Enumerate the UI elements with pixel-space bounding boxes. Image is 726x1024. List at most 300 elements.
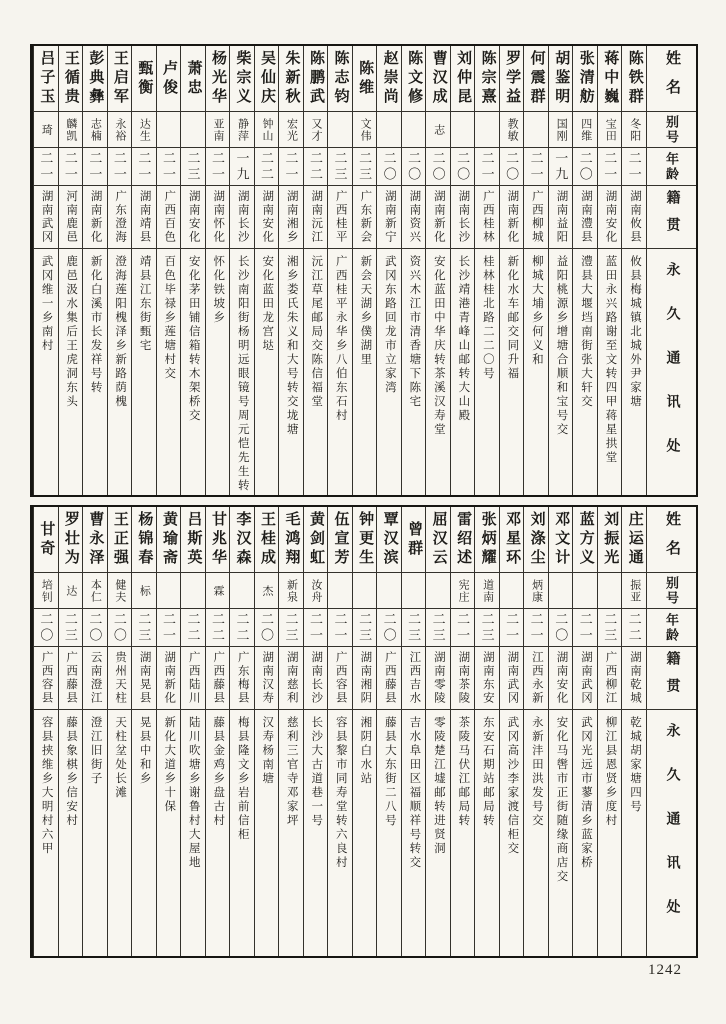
address-cell bbox=[108, 710, 132, 956]
person-age: 二三 bbox=[602, 611, 618, 644]
person-name: 王循贵 bbox=[62, 50, 79, 107]
person-age: 二三 bbox=[479, 611, 495, 644]
age-cell bbox=[500, 609, 524, 647]
native-place-cell bbox=[573, 186, 597, 249]
header-alias-label: 别号 bbox=[664, 575, 679, 606]
person-address: 新会天湖乡僕湖里 bbox=[359, 255, 372, 367]
age-cell bbox=[451, 609, 475, 647]
person-address: 东安石期站邮局转 bbox=[481, 716, 494, 828]
person-native-place: 湖南安化 bbox=[261, 190, 274, 244]
person-address: 藤县象棋乡信安村 bbox=[65, 716, 78, 828]
native-place-cell bbox=[108, 186, 132, 249]
address-cell bbox=[377, 249, 401, 495]
name-cell bbox=[328, 46, 352, 112]
alias-cell bbox=[353, 573, 377, 609]
header-cell-native-place bbox=[647, 186, 696, 249]
person-name: 张炳耀 bbox=[479, 511, 496, 568]
name-cell bbox=[451, 46, 475, 112]
person-native-place: 广西陆川 bbox=[187, 651, 200, 705]
person-age: 二三 bbox=[185, 150, 201, 183]
person-address: 安化蓝田中华庆转茶溪汉寿堂 bbox=[432, 255, 445, 437]
person-name: 陈文修 bbox=[406, 50, 423, 107]
age-cell bbox=[573, 609, 597, 647]
name-cell bbox=[549, 46, 573, 112]
person-alias: 本仁 bbox=[89, 578, 102, 603]
alias-cell bbox=[34, 112, 58, 148]
native-place-cell bbox=[255, 186, 279, 249]
age-cell bbox=[598, 148, 622, 186]
alias-cell bbox=[157, 112, 181, 148]
header-cell-name bbox=[647, 46, 696, 112]
person-age: 二〇 bbox=[430, 150, 446, 183]
alias-cell bbox=[402, 573, 426, 609]
name-cell bbox=[59, 507, 83, 573]
person-alias: 文伟 bbox=[359, 117, 372, 142]
person-address: 蓝田永兴路谢至文转四甲蒋星拱堂 bbox=[604, 255, 617, 465]
alias-cell bbox=[34, 573, 58, 609]
person-name: 陈铁群 bbox=[626, 50, 643, 107]
person-column bbox=[156, 46, 181, 495]
alias-cell bbox=[230, 573, 254, 609]
person-native-place: 湖南新化 bbox=[432, 190, 445, 244]
person-column bbox=[401, 46, 426, 495]
person-age: 二三 bbox=[332, 150, 348, 183]
person-native-place: 湖南沅江 bbox=[310, 190, 323, 244]
person-address: 吉水阜田区福顺祥号转交 bbox=[408, 716, 421, 870]
person-age: 二二 bbox=[185, 611, 201, 644]
address-cell bbox=[328, 710, 352, 956]
person-name: 甄衡 bbox=[136, 59, 153, 98]
person-address: 新化水车邮交同升福 bbox=[506, 255, 519, 381]
alias-cell bbox=[255, 573, 279, 609]
person-address: 益阳桃源乡增塘合顺和宝号交 bbox=[555, 255, 568, 437]
person-age: 二三 bbox=[283, 611, 299, 644]
person-native-place: 湖南安化 bbox=[555, 651, 568, 705]
address-cell bbox=[451, 710, 475, 956]
header-alias-label: 别号 bbox=[664, 114, 679, 145]
person-age: 二〇 bbox=[87, 611, 103, 644]
alias-cell bbox=[328, 112, 352, 148]
person-native-place: 湖南安化 bbox=[187, 190, 200, 244]
age-cell bbox=[524, 148, 548, 186]
person-name: 刘仲昆 bbox=[455, 50, 472, 107]
alias-cell bbox=[279, 112, 303, 148]
name-cell bbox=[353, 507, 377, 573]
address-cell bbox=[573, 710, 597, 956]
name-cell bbox=[573, 507, 597, 573]
person-alias: 新泉 bbox=[285, 578, 298, 603]
alias-cell bbox=[328, 573, 352, 609]
person-address: 永新沣田洪发号交 bbox=[530, 716, 543, 828]
person-native-place: 湖南澧县 bbox=[579, 190, 592, 244]
person-alias: 标 bbox=[138, 584, 151, 597]
person-address: 藤县大东街二八号 bbox=[383, 716, 396, 828]
alias-cell bbox=[59, 573, 83, 609]
native-place-cell bbox=[377, 186, 401, 249]
native-place-cell bbox=[353, 647, 377, 710]
native-place-cell bbox=[475, 647, 499, 710]
native-place-cell bbox=[255, 647, 279, 710]
person-address: 新化大道乡十保 bbox=[163, 716, 176, 814]
header-name-label: 姓名 bbox=[664, 49, 680, 108]
age-cell bbox=[304, 609, 328, 647]
person-alias: 宝田 bbox=[604, 117, 617, 142]
person-native-place: 广西柳城 bbox=[530, 190, 543, 244]
alias-cell bbox=[59, 112, 83, 148]
person-column bbox=[327, 507, 352, 956]
person-column bbox=[82, 46, 107, 495]
person-age: 二一 bbox=[479, 150, 495, 183]
person-alias: 达 bbox=[64, 584, 77, 597]
age-cell bbox=[402, 148, 426, 186]
person-age: 二三 bbox=[406, 611, 422, 644]
address-cell bbox=[304, 710, 328, 956]
person-native-place: 江西永新 bbox=[530, 651, 543, 705]
person-native-place: 湖南怀化 bbox=[212, 190, 225, 244]
age-cell bbox=[230, 609, 254, 647]
person-address: 晃县中和乡 bbox=[138, 716, 151, 786]
person-native-place: 贵州天柱 bbox=[114, 651, 127, 705]
age-cell bbox=[83, 609, 107, 647]
person-age: 二一 bbox=[528, 611, 544, 644]
person-native-place: 湖南新化 bbox=[89, 190, 102, 244]
person-age: 二三 bbox=[62, 611, 78, 644]
name-cell bbox=[573, 46, 597, 112]
person-name: 朱新秋 bbox=[283, 50, 300, 107]
alias-cell bbox=[108, 573, 132, 609]
name-cell bbox=[206, 507, 230, 573]
native-place-cell bbox=[230, 186, 254, 249]
person-address: 武冈维一乡南村 bbox=[40, 255, 53, 353]
person-native-place: 广西容县 bbox=[334, 651, 347, 705]
person-native-place: 广西藤县 bbox=[65, 651, 78, 705]
name-cell bbox=[353, 46, 377, 112]
native-place-cell bbox=[34, 647, 58, 710]
person-alias: 教敏 bbox=[506, 117, 519, 142]
person-alias: 麟凯 bbox=[64, 117, 77, 142]
person-native-place: 湖南长沙 bbox=[457, 190, 470, 244]
native-place-cell bbox=[328, 647, 352, 710]
name-cell bbox=[157, 46, 181, 112]
person-age: 二一 bbox=[504, 611, 520, 644]
address-cell bbox=[34, 710, 58, 956]
person-native-place: 广西百色 bbox=[163, 190, 176, 244]
person-native-place: 广西桂平 bbox=[334, 190, 347, 244]
person-name: 柴宗义 bbox=[234, 50, 251, 107]
person-native-place: 湖南靖县 bbox=[138, 190, 151, 244]
native-place-cell bbox=[59, 647, 83, 710]
native-place-cell bbox=[622, 647, 646, 710]
person-native-place: 广西容县 bbox=[40, 651, 53, 705]
name-cell bbox=[451, 507, 475, 573]
person-age: 二一 bbox=[455, 611, 471, 644]
address-cell bbox=[475, 249, 499, 495]
native-place-cell bbox=[34, 186, 58, 249]
address-cell bbox=[598, 249, 622, 495]
person-column bbox=[401, 507, 426, 956]
alias-cell bbox=[181, 112, 205, 148]
person-native-place: 河南鹿邑 bbox=[65, 190, 78, 244]
person-column bbox=[450, 46, 475, 495]
name-cell bbox=[132, 507, 156, 573]
person-age: 二〇 bbox=[38, 611, 54, 644]
person-age: 二一 bbox=[626, 150, 642, 183]
address-cell bbox=[34, 249, 58, 495]
header-cell-age bbox=[647, 609, 696, 647]
person-alias: 永裕 bbox=[113, 117, 126, 142]
age-cell bbox=[206, 148, 230, 186]
name-cell bbox=[426, 46, 450, 112]
person-address: 新化白溪市长发祥号转 bbox=[89, 255, 102, 395]
person-address: 百色毕禄乡莲塘村交 bbox=[163, 255, 176, 381]
address-cell bbox=[108, 249, 132, 495]
address-cell bbox=[83, 710, 107, 956]
person-column bbox=[548, 46, 573, 495]
person-column bbox=[278, 46, 303, 495]
person-name: 曾群 bbox=[406, 520, 423, 559]
age-cell bbox=[549, 148, 573, 186]
person-native-place: 湖南乾城 bbox=[628, 651, 641, 705]
person-name: 蓝方义 bbox=[577, 511, 594, 568]
native-place-cell bbox=[83, 647, 107, 710]
address-cell bbox=[475, 710, 499, 956]
header-cell-address bbox=[647, 710, 696, 956]
person-column bbox=[352, 507, 377, 956]
name-cell bbox=[206, 46, 230, 112]
native-place-cell bbox=[524, 647, 548, 710]
person-column bbox=[597, 507, 622, 956]
person-age: 二三 bbox=[136, 611, 152, 644]
age-cell bbox=[59, 148, 83, 186]
person-age: 二三 bbox=[430, 611, 446, 644]
person-age: 二三 bbox=[357, 150, 373, 183]
person-column bbox=[82, 507, 107, 956]
person-column bbox=[229, 507, 254, 956]
age-cell bbox=[598, 609, 622, 647]
name-cell bbox=[304, 46, 328, 112]
header-cell-alias bbox=[647, 112, 696, 148]
person-age: 二一 bbox=[602, 150, 618, 183]
native-place-cell bbox=[598, 186, 622, 249]
age-cell bbox=[451, 148, 475, 186]
person-name: 罗学益 bbox=[504, 50, 521, 107]
person-column bbox=[425, 46, 450, 495]
person-address: 武冈光远市蓼清乡蓝家桥 bbox=[579, 716, 592, 870]
address-cell bbox=[279, 710, 303, 956]
name-cell bbox=[549, 507, 573, 573]
native-place-cell bbox=[132, 647, 156, 710]
person-name: 吴仙庆 bbox=[259, 50, 275, 107]
alias-cell bbox=[304, 573, 328, 609]
person-column bbox=[499, 507, 524, 956]
alias-cell bbox=[206, 573, 230, 609]
person-age: 二一 bbox=[332, 611, 348, 644]
person-alias: 冬阳 bbox=[628, 117, 641, 142]
name-cell bbox=[475, 46, 499, 112]
alias-cell bbox=[181, 573, 205, 609]
person-address: 安化茅田铺信箱转木架桥交 bbox=[187, 255, 200, 423]
person-address: 长沙靖港青峰山邮转大山殿 bbox=[457, 255, 470, 423]
person-age: 二〇 bbox=[111, 611, 127, 644]
person-age: 二〇 bbox=[504, 150, 520, 183]
name-cell bbox=[34, 46, 58, 112]
person-age: 二一 bbox=[111, 150, 127, 183]
address-cell bbox=[353, 710, 377, 956]
name-cell bbox=[622, 507, 646, 573]
person-name: 陈维 bbox=[357, 59, 374, 98]
person-age: 二二 bbox=[234, 611, 250, 644]
alias-cell bbox=[549, 112, 573, 148]
person-address: 鹿邑汲水集后王虎洞东头 bbox=[65, 255, 78, 409]
age-cell bbox=[426, 148, 450, 186]
name-cell bbox=[598, 507, 622, 573]
native-place-cell bbox=[279, 186, 303, 249]
person-alias: 道南 bbox=[481, 578, 494, 603]
alias-cell bbox=[622, 573, 646, 609]
person-native-place: 湖南湘乡 bbox=[285, 190, 298, 244]
age-cell bbox=[377, 609, 401, 647]
person-name: 杨光华 bbox=[209, 50, 226, 107]
native-place-cell bbox=[426, 186, 450, 249]
name-cell bbox=[279, 46, 303, 112]
person-name: 邓星环 bbox=[504, 511, 521, 568]
native-place-cell bbox=[598, 647, 622, 710]
person-native-place: 湖南攸县 bbox=[628, 190, 641, 244]
age-cell bbox=[206, 609, 230, 647]
person-age: 二一 bbox=[283, 150, 299, 183]
alias-cell bbox=[255, 112, 279, 148]
person-address: 怀化铁坡乡 bbox=[212, 255, 225, 325]
header-cell-age bbox=[647, 148, 696, 186]
person-address: 容县挟维乡大明村六甲 bbox=[40, 716, 53, 856]
person-column bbox=[229, 46, 254, 495]
age-cell bbox=[304, 148, 328, 186]
header-native-place-label: 籍贯 bbox=[664, 651, 680, 705]
person-column bbox=[523, 507, 548, 956]
person-column bbox=[254, 507, 279, 956]
person-column bbox=[156, 507, 181, 956]
age-cell bbox=[549, 609, 573, 647]
address-cell bbox=[255, 249, 279, 495]
native-place-cell bbox=[475, 186, 499, 249]
age-cell bbox=[181, 609, 205, 647]
address-cell bbox=[83, 249, 107, 495]
person-name: 蒋中巍 bbox=[602, 50, 619, 107]
name-cell bbox=[304, 507, 328, 573]
person-address: 攸县梅城镇北城外尹家塘 bbox=[628, 255, 641, 409]
name-cell bbox=[255, 46, 279, 112]
age-cell bbox=[402, 609, 426, 647]
person-address: 柳江县恩贤乡度村 bbox=[604, 716, 617, 828]
person-name: 覃汉滨 bbox=[381, 511, 398, 568]
person-alias: 炳康 bbox=[530, 578, 543, 603]
person-age: 二一 bbox=[308, 611, 324, 644]
native-place-cell bbox=[83, 186, 107, 249]
person-alias: 四维 bbox=[579, 117, 592, 142]
person-column bbox=[327, 46, 352, 495]
person-address: 长沙南阳街杨明远眼镜号周元恺先生转 bbox=[236, 255, 249, 493]
native-place-cell bbox=[402, 186, 426, 249]
alias-cell bbox=[573, 573, 597, 609]
name-cell bbox=[524, 46, 548, 112]
person-address: 湘阴白水站 bbox=[359, 716, 372, 786]
person-address: 汉寿杨南塘 bbox=[261, 716, 274, 786]
person-column bbox=[303, 46, 328, 495]
age-cell bbox=[353, 609, 377, 647]
person-name: 李汉森 bbox=[234, 511, 251, 568]
name-cell bbox=[255, 507, 279, 573]
alias-cell bbox=[279, 573, 303, 609]
person-native-place: 湖南新宁 bbox=[383, 190, 396, 244]
name-cell bbox=[377, 46, 401, 112]
alias-cell bbox=[132, 112, 156, 148]
person-column bbox=[131, 507, 156, 956]
age-cell bbox=[181, 148, 205, 186]
address-cell bbox=[132, 249, 156, 495]
native-place-cell bbox=[157, 647, 181, 710]
person-column bbox=[352, 46, 377, 495]
person-column bbox=[572, 46, 597, 495]
person-name: 邓文计 bbox=[553, 511, 570, 568]
native-place-cell bbox=[304, 647, 328, 710]
alias-cell bbox=[524, 112, 548, 148]
native-place-cell bbox=[500, 647, 524, 710]
alias-cell bbox=[304, 112, 328, 148]
address-cell bbox=[402, 249, 426, 495]
alias-cell bbox=[598, 112, 622, 148]
person-age: 二一 bbox=[87, 150, 103, 183]
name-cell bbox=[181, 46, 205, 112]
person-age: 二〇 bbox=[259, 611, 274, 644]
alias-cell bbox=[549, 573, 573, 609]
person-alias: 宏光 bbox=[285, 117, 298, 142]
name-cell bbox=[475, 507, 499, 573]
person-address: 藤县金鸡乡盘古村 bbox=[212, 716, 225, 828]
age-cell bbox=[279, 148, 303, 186]
native-place-cell bbox=[622, 186, 646, 249]
person-name: 刘振光 bbox=[602, 511, 619, 568]
address-cell bbox=[500, 710, 524, 956]
age-cell bbox=[230, 148, 254, 186]
address-cell bbox=[377, 710, 401, 956]
native-place-cell bbox=[206, 186, 230, 249]
person-column bbox=[58, 46, 83, 495]
alias-cell bbox=[83, 573, 107, 609]
address-cell bbox=[524, 249, 548, 495]
person-column bbox=[303, 507, 328, 956]
native-place-cell bbox=[206, 647, 230, 710]
person-column bbox=[58, 507, 83, 956]
alias-cell bbox=[500, 573, 524, 609]
person-native-place: 广东梅县 bbox=[236, 651, 249, 705]
person-native-place: 湖南慈利 bbox=[285, 651, 298, 705]
address-cell bbox=[402, 710, 426, 956]
person-name: 陈鹏武 bbox=[308, 50, 325, 107]
address-cell bbox=[328, 249, 352, 495]
person-name: 曹汉成 bbox=[430, 50, 447, 107]
address-cell bbox=[353, 249, 377, 495]
person-name: 王正强 bbox=[111, 511, 128, 568]
person-native-place: 湖南新化 bbox=[163, 651, 176, 705]
age-cell bbox=[83, 148, 107, 186]
name-cell bbox=[83, 507, 107, 573]
person-age: 二二 bbox=[308, 150, 324, 183]
person-native-place: 广西藤县 bbox=[212, 651, 225, 705]
person-address: 沅江草尾邮局交陈信福堂 bbox=[310, 255, 323, 409]
person-name: 王桂成 bbox=[259, 511, 275, 568]
person-name: 吕斯英 bbox=[185, 511, 202, 568]
person-age: 二〇 bbox=[553, 611, 569, 644]
